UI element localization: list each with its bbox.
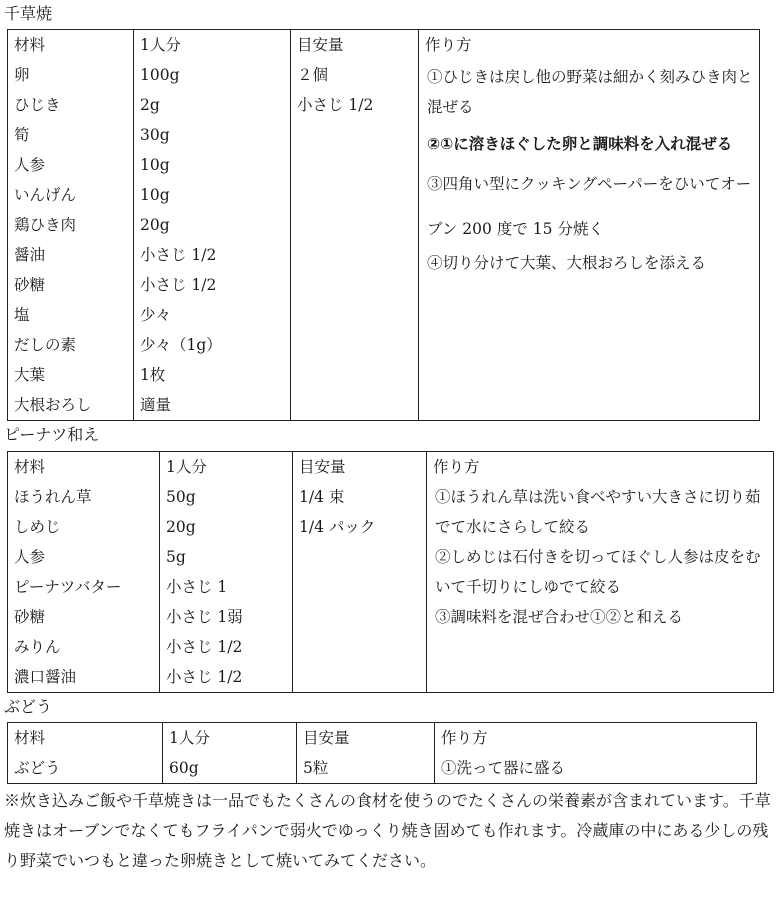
- header-amount: 1人分: [166, 458, 207, 476]
- method-step: ③四角い型にクッキングペーパーをひいてオーブン 200 度で 15 分焼く: [427, 175, 752, 238]
- ingredient-item: 醤油: [14, 246, 46, 264]
- ingredient-item: 筍: [14, 126, 30, 144]
- ingredient-item: ぶどう: [14, 759, 61, 777]
- amount-item: 30g: [140, 126, 170, 144]
- amount-column: [163, 723, 297, 784]
- recipe-title-grape: ぶどう: [4, 697, 53, 716]
- ingredient-item: 大葉: [14, 366, 46, 384]
- method-column: [435, 723, 757, 784]
- header-guide: 目安量: [297, 36, 344, 54]
- amount-item: 10g: [140, 156, 170, 174]
- ingredient-item: 塩: [14, 306, 30, 324]
- ingredient-column: [8, 452, 160, 693]
- guide-item: 1/4 パック: [299, 518, 376, 536]
- recipe-title-peanut: ピーナツ和え: [4, 425, 100, 444]
- header-guide: 目安量: [299, 458, 346, 476]
- guide-column: [297, 723, 435, 784]
- amount-item: 適量: [140, 396, 172, 414]
- ingredient-item: 人参: [14, 548, 46, 566]
- guide-item: 小さじ 1/2: [297, 96, 374, 114]
- amount-item: 20g: [140, 216, 170, 234]
- amount-column: [134, 30, 291, 421]
- amount-item: 10g: [140, 186, 170, 204]
- amount-item: 5g: [166, 548, 186, 566]
- header-amount: 1人分: [169, 729, 210, 747]
- method-column: [419, 30, 760, 421]
- amount-item: 50g: [166, 488, 196, 506]
- guide-item: 1/4 束: [299, 488, 345, 506]
- header-guide: 目安量: [303, 729, 350, 747]
- ingredient-item: だしの素: [14, 336, 77, 354]
- peanut-table: [7, 451, 774, 693]
- ingredient-column: [8, 30, 134, 421]
- ingredient-item: 鶏ひき肉: [14, 216, 77, 234]
- header-method: 作り方: [433, 458, 480, 476]
- amount-item: 少々（1g）: [140, 336, 222, 354]
- amount-item: 小さじ 1/2: [140, 276, 217, 294]
- amount-item: 小さじ 1/2: [166, 638, 243, 656]
- amount-item: 少々: [140, 306, 172, 324]
- footnote: ※炊き込みご飯や千草焼きは一品でもたくさんの食材を使うのでたくさんの栄養素が含まれています。千草焼きはオーブンでなくてもフライパンで弱火でゆっくり焼き固めても作れます。冷蔵庫の中にある少しの残り野菜でいつもと違った卵焼きとして焼いてみてください。: [4, 791, 771, 870]
- ingredient-item: 卵: [14, 66, 30, 84]
- guide-column: [291, 30, 419, 421]
- recipe-title-senso: 千草焼: [4, 4, 53, 23]
- method-column: [427, 452, 774, 693]
- header-ingredient: 材料: [14, 729, 46, 747]
- header-method: 作り方: [425, 36, 472, 54]
- header-method: 作り方: [441, 729, 488, 747]
- ingredient-item: ほうれん草: [14, 488, 92, 506]
- method-step: ①ひじきは戻し他の野菜は細かく刻みひき肉と混ぜる: [427, 68, 753, 116]
- amount-item: 小さじ 1/2: [140, 246, 217, 264]
- amount-item: 小さじ 1: [166, 578, 228, 596]
- guide-column: [293, 452, 427, 693]
- ingredient-item: ピーナツバター: [14, 578, 122, 596]
- guide-item: 5粒: [303, 759, 329, 777]
- grape-table: [7, 722, 757, 784]
- header-ingredient: 材料: [14, 458, 46, 476]
- method-step: ②しめじは石付きを切ってほぐし人参は皮をむいて千切りにしゆでて絞る: [435, 548, 761, 596]
- ingredient-item: 砂糖: [14, 608, 46, 626]
- amount-item: 1枚: [140, 366, 166, 384]
- ingredient-item: 濃口醤油: [14, 668, 77, 686]
- amount-item: 20g: [166, 518, 196, 536]
- header-amount: 1人分: [140, 36, 181, 54]
- ingredient-item: 砂糖: [14, 276, 46, 294]
- amount-item: 60g: [169, 759, 199, 777]
- amount-item: 100g: [140, 66, 180, 84]
- senso-table: [7, 29, 760, 421]
- ingredient-item: 人参: [14, 156, 46, 174]
- guide-item: ２個: [297, 66, 329, 84]
- ingredient-column: [8, 723, 163, 784]
- method-step: ③調味料を混ぜ合わせ①②と和える: [435, 608, 684, 626]
- method-step: ④切り分けて大葉、大根おろしを添える: [427, 254, 707, 272]
- amount-column: [160, 452, 293, 693]
- header-ingredient: 材料: [14, 36, 46, 54]
- method-step: ①ほうれん草は洗い食べやすい大きさに切り茹でて水にさらして絞る: [435, 488, 761, 536]
- amount-item: 2g: [140, 96, 160, 114]
- amount-item: 小さじ 1/2: [166, 668, 243, 686]
- ingredient-item: みりん: [14, 638, 61, 656]
- ingredient-item: 大根おろし: [14, 396, 92, 414]
- method-step: ①洗って器に盛る: [441, 759, 566, 777]
- method-step: ②①に溶きほぐした卵と調味料を入れ混ぜる: [427, 135, 733, 153]
- ingredient-item: しめじ: [14, 518, 61, 536]
- ingredient-item: ひじき: [14, 96, 61, 114]
- ingredient-item: いんげん: [14, 186, 77, 204]
- amount-item: 小さじ 1弱: [166, 608, 243, 626]
